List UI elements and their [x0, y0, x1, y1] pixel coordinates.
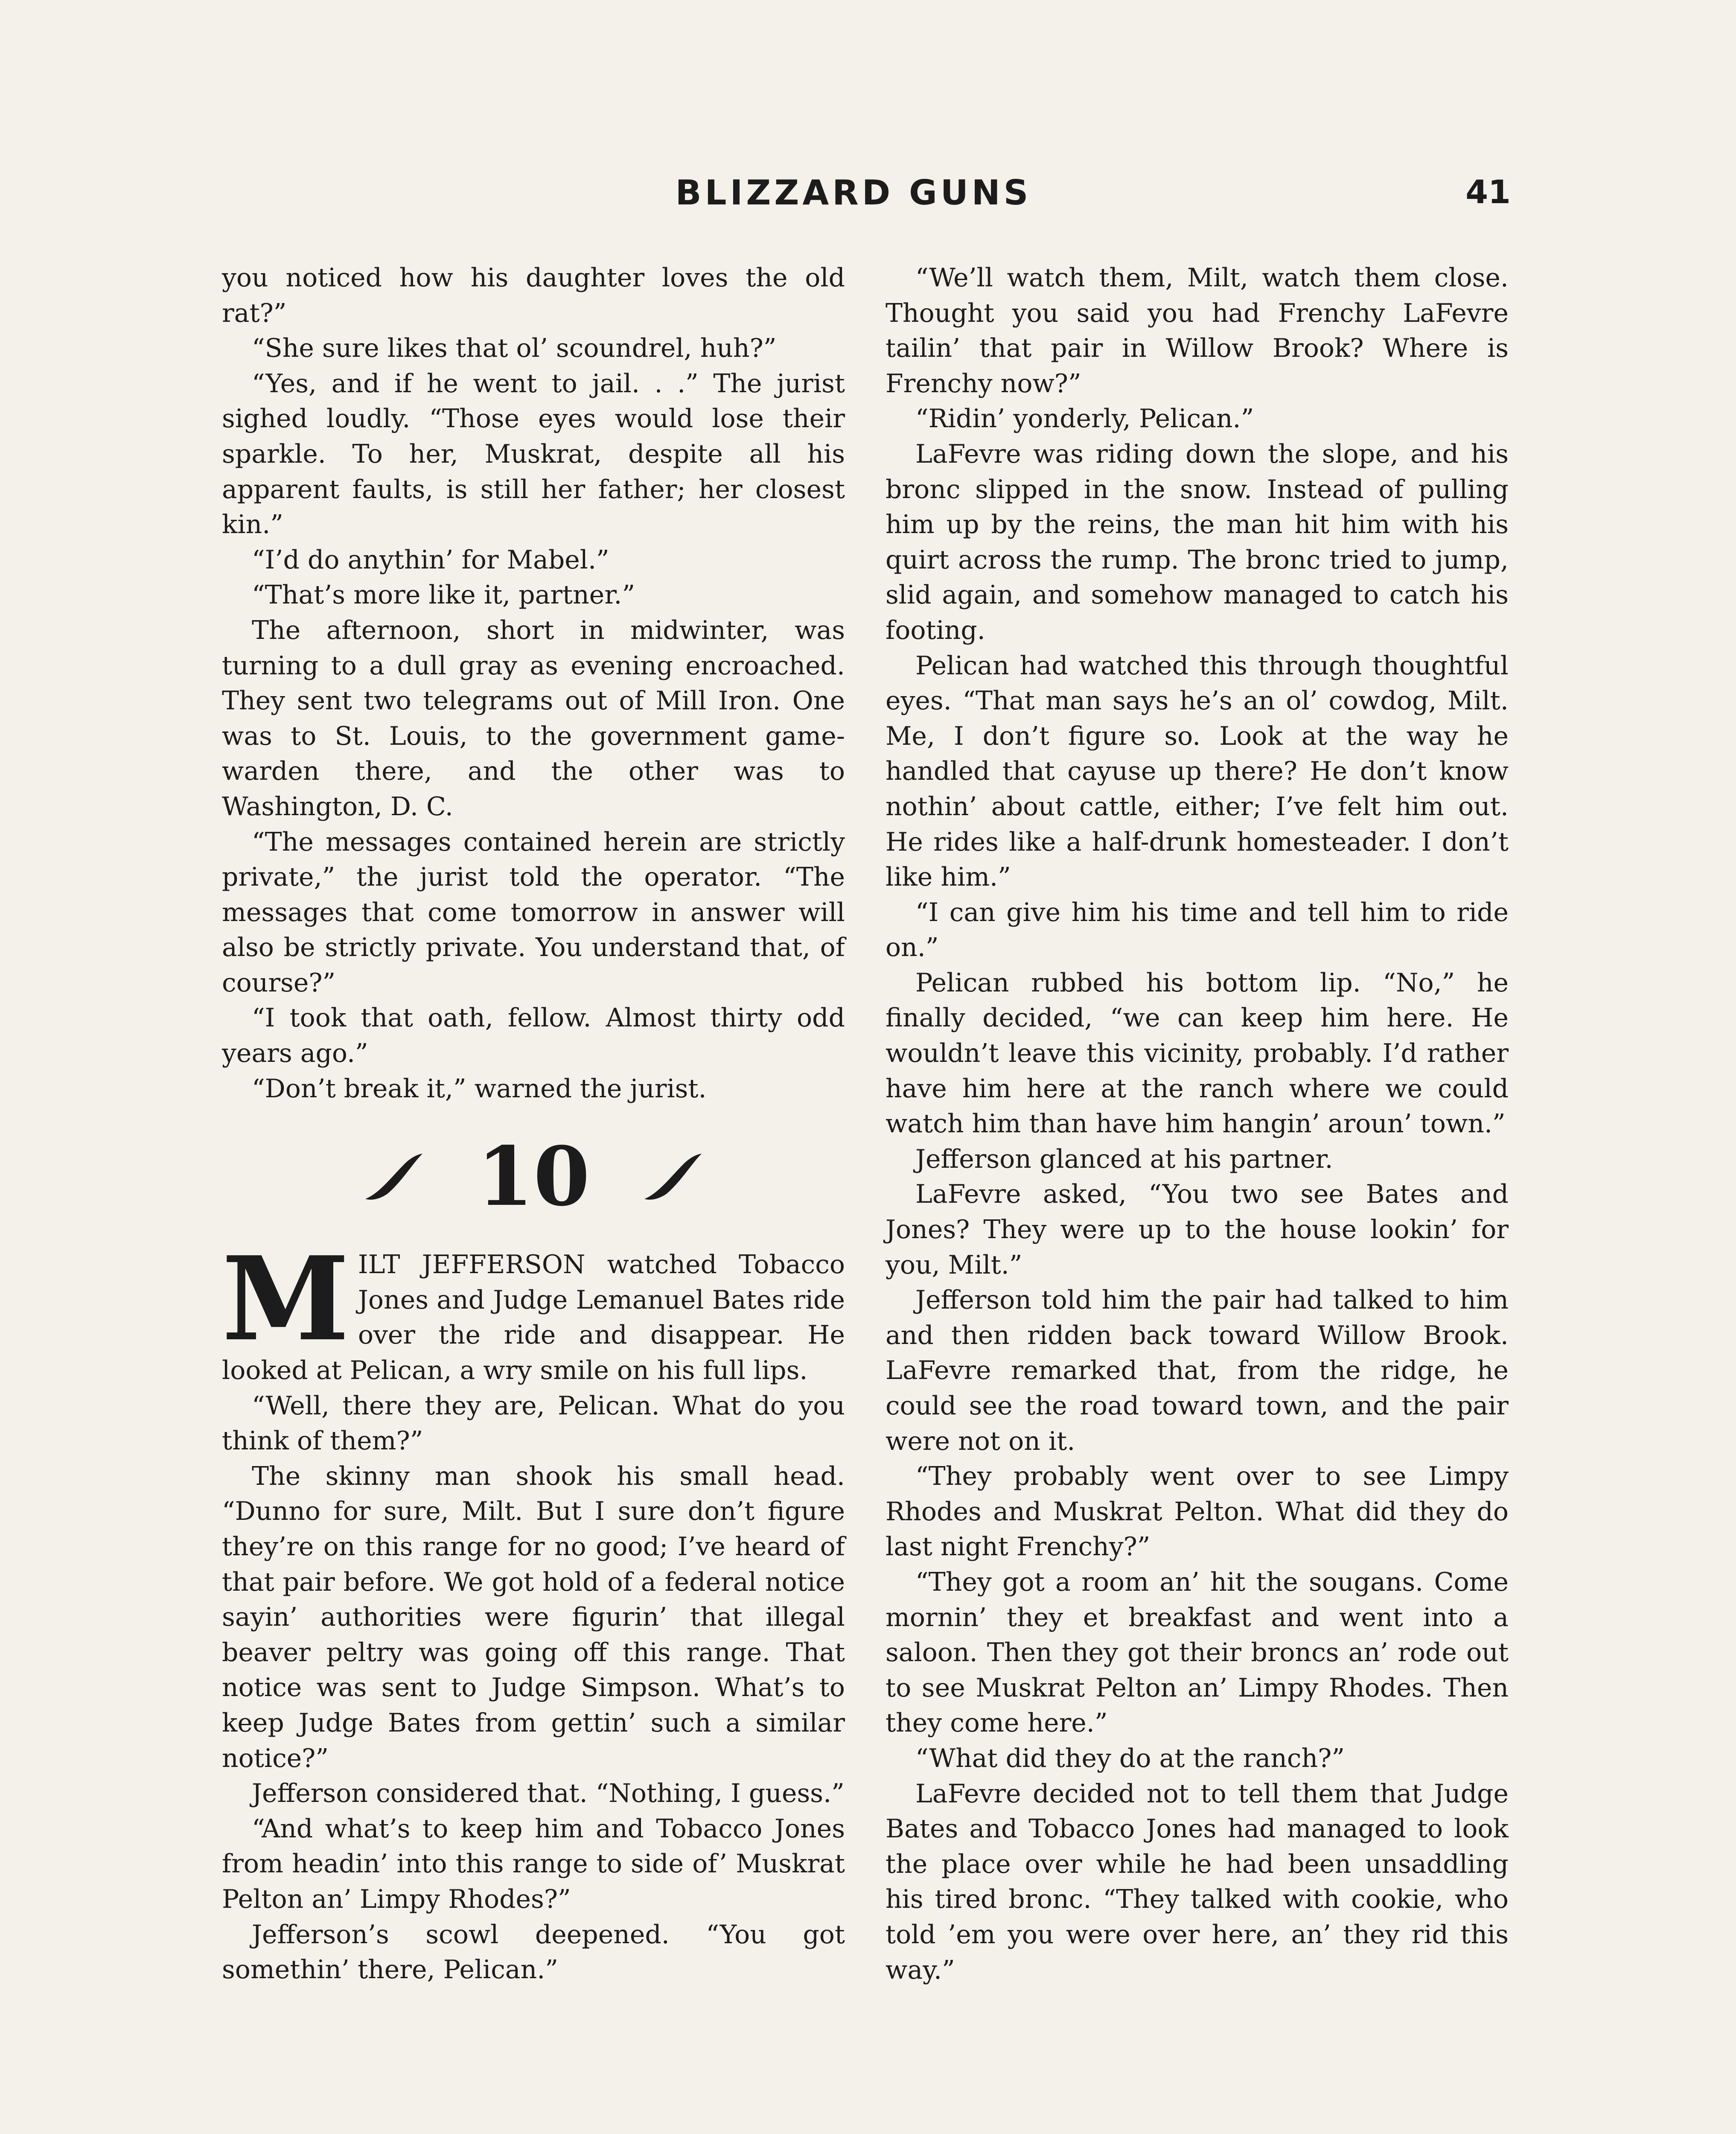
paragraph: “The messages contained herein are strictly private,” the jurist told the operator. “The messages that come tomorrow in answer will also be strictly private. You understand that, of course?” [222, 827, 845, 998]
paragraph: “Well, there they are, Pelican. What do you think of them?” [222, 1391, 845, 1456]
paragraph: The afternoon, short in midwinter, was turning to a dull gray as evening encroached. They sent two telegrams out of Mill Iron. One was to St. Louis, to the government game-warden there, and the other was to Washington, D. C. [222, 615, 845, 822]
paragraph: “What did they do at the ranch?” [915, 1743, 1345, 1773]
page-header [0, 173, 1736, 220]
paragraph: “And what’s to keep him and Tobacco Jones from headin’ into this range to side of’ Muskrat Pelton an’ Limpy Rhodes?” [222, 1813, 845, 1914]
paragraph: LaFevre decided not to tell them that Judge Bates and Tobacco Jones had managed to look the place over while he had been unsaddling his tired bronc. “They talked with cookie, who told ’em you were over here, an’ they rid this way.” [885, 1778, 1509, 1985]
paragraph: you noticed how his daughter loves the old rat?” [222, 263, 845, 328]
swash-ornament-icon [641, 1151, 705, 1202]
page-number: 41 [1465, 173, 1511, 211]
chapter-opening-paragraph [222, 1231, 845, 1388]
paragraph: “We’ll watch them, Milt, watch them close. Thought you said you had Frenchy LaFevre tailin’ that pair in Willow Brook? Where is Frenchy now?” [885, 263, 1509, 399]
paragraph: “Ridin’ yonderly, Pelican.” [915, 404, 1254, 434]
left-column [222, 260, 845, 1988]
paragraph: “I took that oath, fellow. Almost thirty odd years ago.” [222, 1003, 845, 1069]
chapter-opening-text: ILT JEFFERSON watched Tobacco Jones and Judge Lemanuel Bates ride over the ride and disappear. He looked at Pelican, a wry smile on his full lips. [222, 1250, 845, 1386]
paragraph: “That’s more like it, partner.” [252, 580, 635, 610]
paragraph: “Don’t break it,” warned the jurist. [252, 1073, 707, 1104]
paragraph: LaFevre asked, “You two see Bates and Jones? They were up to the house lookin’ for you, Milt.” [885, 1179, 1509, 1280]
paragraph: “I can give him his time and tell him to ride on.” [885, 897, 1509, 963]
running-title: BLIZZARD GUNS [675, 173, 1032, 213]
right-column [885, 260, 1509, 1988]
paragraph: “Yes, and if he went to jail. . .” The jurist sighed loudly. “Those eyes would lose their sparkle. To her, Muskrat, despite all his apparent faults, is still her father; her closest kin.” [222, 368, 845, 540]
paragraph: Jefferson’s scowl deepened. “You got somethin’ there, Pelican.” [222, 1919, 845, 1985]
chapter-number: 10 [477, 1129, 590, 1224]
paragraph: Pelican rubbed his bottom lip. “No,” he finally decided, “we can keep him here. He wouldn’t leave this vicinity, probably. I’d rather have him here at the ranch where we could watch him than have him hangin’ aroun’ town.” [885, 968, 1509, 1139]
paragraph: “They probably went over to see Limpy Rhodes and Muskrat Pelton. What did they do last night Frenchy?” [885, 1461, 1509, 1562]
swash-ornament-icon [362, 1151, 426, 1202]
paragraph: “She sure likes that ol’ scoundrel, huh?” [252, 333, 777, 364]
drop-cap: M [222, 1231, 350, 1367]
paragraph: LaFevre was riding down the slope, and his bronc slipped in the snow. Instead of pulling him up by the reins, the man hit him with his quirt across the rump. The bronc tried to jump, slid again, and somehow managed to catch his footing. [885, 439, 1509, 645]
paragraph: Pelican had watched this through thoughtful eyes. “That man says he’s an ol’ cowdog, Milt. Me, I don’t figure so. Look at the way he handled that cayuse up there? He don’t know nothin’ about cattle, either; I’ve felt him out. He rides like a half-drunk homesteader. I don’t like him.” [885, 650, 1509, 892]
paragraph: Jefferson considered that. “Nothing, I guess.” [252, 1778, 845, 1809]
paragraph: “I’d do anythin’ for Mabel.” [252, 545, 609, 575]
chapter-heading [222, 1106, 845, 1247]
paragraph: “They got a room an’ hit the sougans. Come mornin’ they et breakfast and went into a saloon. Then they got their broncs an’ rode out to see Muskrat Pelton an’ Limpy Rhodes. Then they come here.” [885, 1567, 1509, 1738]
paragraph: The skinny man shook his small head. “Dunno for sure, Milt. But I sure don’t figure they’re on this range for no good; I’ve heard of that pair before. We got hold of a federal notice sayin’ authorities were figurin’ that illegal beaver peltry was going off this range. That notice was sent to Judge Simpson. What’s to keep Judge Bates from gettin’ such a similar notice?” [222, 1461, 845, 1773]
paragraph: Jefferson told him the pair had talked to him and then ridden back toward Willow Brook. LaFevre remarked that, from the ridge, he could see the road toward town, and the pair were not on it. [885, 1285, 1509, 1456]
paragraph: Jefferson glanced at his partner. [915, 1144, 1333, 1174]
